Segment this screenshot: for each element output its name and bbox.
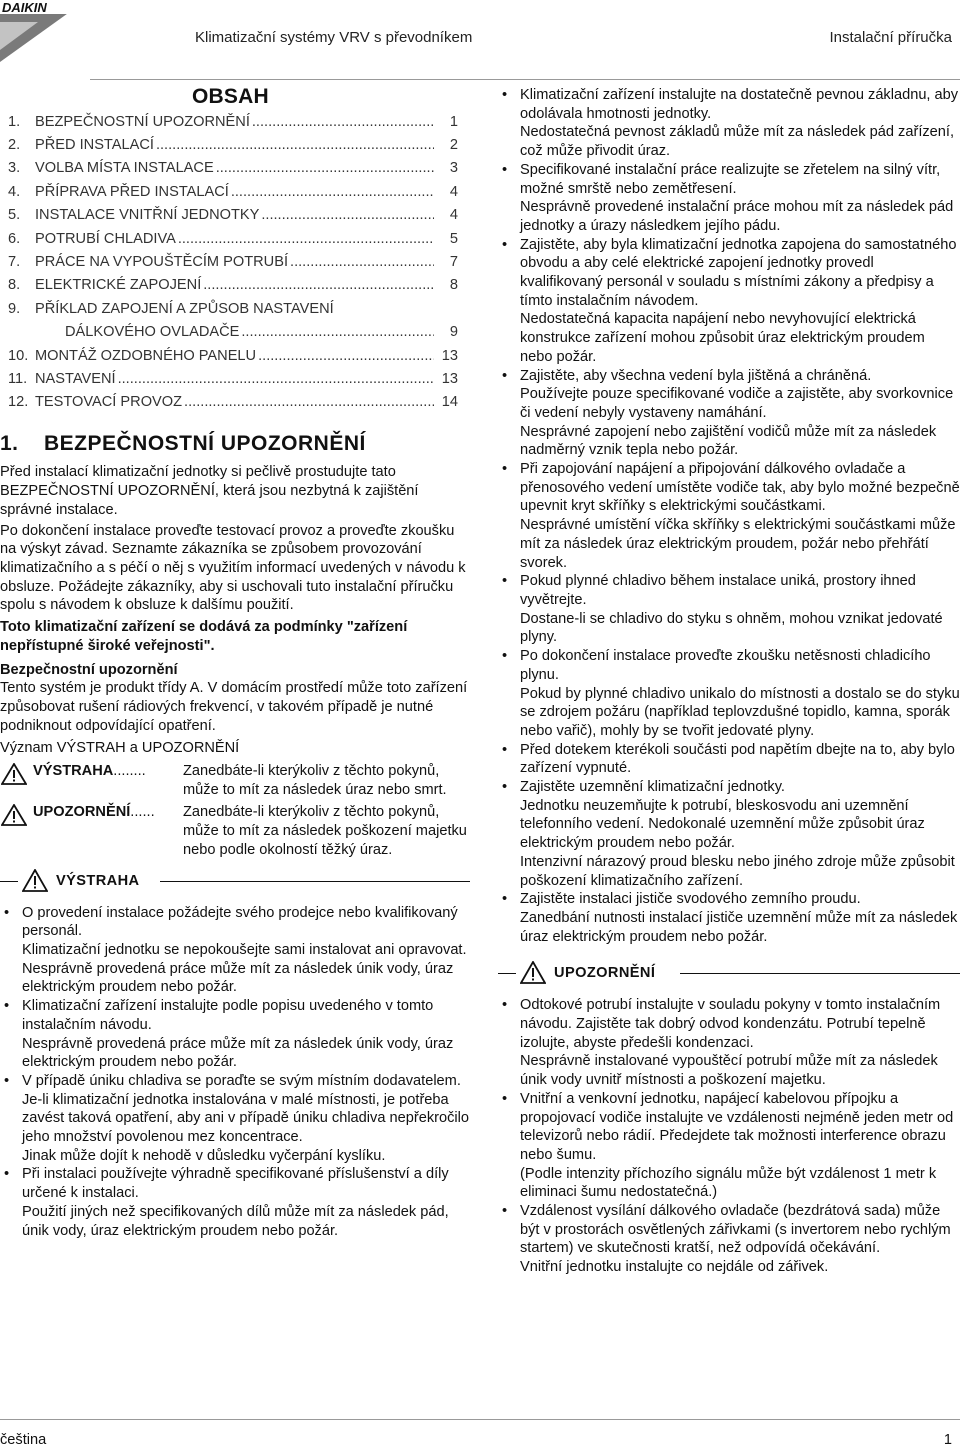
toc-label: BEZPEČNOSTNÍ UPOZORNĚNÍ [35, 113, 250, 130]
daikin-logo [0, 0, 78, 62]
toc-label: DÁLKOVÉHO OVLADAČE [65, 324, 240, 341]
table-of-contents [0, 113, 470, 417]
left-column [0, 86, 470, 1240]
list-item-text: Zajistěte instalaci jističe svodového zemního proudu. Zanedbání nutnosti instalací jističe uzemnění může mít za následek úraz elektrickým proudem nebo požár. [520, 891, 958, 945]
bullet-icon: • [502, 367, 508, 384]
toc-entry[interactable] [0, 136, 470, 159]
definition-text: Zanedbáte-li kterýkoliv z těchto pokynů, může to mít za následek úraz nebo smrt. [183, 763, 447, 798]
toc-label: PŘÍKLAD ZAPOJENÍ A ZPŮSOB NASTAVENÍ [35, 300, 334, 317]
list-item [498, 778, 960, 890]
toc-page: 5 [449, 230, 458, 247]
list-item-text: Odtokové potrubí instalujte v souladu pokyny v tomto instalačním návodu. Zajistěte tak dobrý odvod kondenzátu. Potrubí tepelně izolujte, abyste předešli kondenzaci. Nesprávně instalované vypouštěcí potrubí může mít za následek únik vody uvnitř místnosti a poškození majetku. [520, 997, 941, 1089]
bullet-icon: • [4, 1166, 10, 1183]
caution-box-heading [498, 960, 960, 988]
toc-number: 2. [8, 137, 21, 154]
bullet-icon: • [502, 1090, 508, 1107]
definition-text: Zanedbáte-li kterýkoliv z těchto pokynů, může to mít za následek poškození majetku nebo podle okolností těžký úraz. [183, 804, 467, 858]
toc-entry[interactable] [0, 113, 470, 136]
testing-paragraph: Po dokončení instalace proveďte testovací provoz a proveďte zkoušku na výskyt závad. Seznamte zákazníka se způsobem provozování klimatizačního a s péčí o něj s využitím informací uvedených v návodu k obsluze. Požádejte zákazníky, aby si uschovali tuto instalační příručku spolu s návodem k obsluze k dalšímu použití. [0, 522, 466, 614]
list-item [498, 890, 960, 946]
toc-entry[interactable] [0, 276, 470, 299]
list-item-text: Klimatizační zařízení instalujte na dostatečně pevnou základnu, aby odolávala hmotnosti jednotky. Nedostatečná pevnost základů může mít za následek pád zařízení, což může přivodit úraz. [520, 87, 959, 160]
toc-page: 4 [449, 207, 458, 224]
toc-entry[interactable] [0, 206, 470, 229]
bullet-icon: • [502, 997, 508, 1014]
toc-label: MONTÁŽ OZDOBNÉHO PANELU [35, 347, 257, 364]
list-item-text: Po dokončení instalace proveďte zkoušku netěsnosti chladicího plynu. Pokud by plynné chladivo unikalo do místnosti a dostalo se do styku se zdrojem požáru (například teplovzdušné topidlo, kamna, sporák nebo vařič), mohly by se tvořit jedovaté plyny. [520, 648, 960, 739]
rule-line [0, 881, 18, 882]
warning-triangle-icon [1, 763, 27, 785]
toc-number: 4. [8, 183, 21, 200]
toc-number: 6. [8, 230, 21, 247]
toc-entry[interactable] [0, 300, 470, 323]
section-title: BEZPEČNOSTNÍ UPOZORNĚNÍ [44, 431, 366, 455]
toc-label: PŘÍPRAVA PŘED INSTALACÍ [35, 183, 229, 200]
list-item [0, 997, 470, 1072]
caution-list [498, 996, 960, 1277]
toc-entry[interactable] [0, 183, 470, 206]
bullet-icon: • [502, 236, 508, 253]
toc-number: 5. [8, 207, 21, 224]
warning-list-right [498, 86, 960, 946]
caution-triangle-icon [1, 804, 27, 826]
toc-leader [231, 183, 434, 202]
toc-label: TESTOVACÍ PROVOZ [35, 394, 183, 411]
bullet-icon: • [502, 891, 508, 908]
bullet-icon: • [502, 87, 508, 103]
toc-label: INSTALACE VNITŘNÍ JEDNOTKY [35, 207, 260, 224]
toc-page: 8 [449, 277, 458, 294]
meaning-heading: Význam VÝSTRAH a UPOZORNĚNÍ [0, 740, 240, 757]
toc-label: NASTAVENÍ [35, 371, 116, 387]
manual-type: Instalační příručka [829, 29, 952, 46]
toc-page: 9 [449, 324, 458, 341]
toc-number: 10. [8, 347, 29, 364]
warning-box-heading [0, 868, 470, 896]
toc-label: VOLBA MÍSTA INSTALACE [35, 160, 214, 177]
bullet-icon: • [502, 779, 508, 796]
list-item-text: Klimatizační zařízení instalujte podle popisu uvedeného v tomto instalačním návodu. Nesprávně provedená práce může mít za následek únik vody, úraz elektrickým proudem nebo požár. [22, 998, 454, 1071]
intro-paragraph: Před instalací klimatizační jednotky si pečlivě prostudujte tato BEZPEČNOSTNÍ UPOZORNĚNÍ, která jsou nezbytná k zajištění správné instalace. [0, 464, 419, 518]
section-heading [0, 431, 470, 455]
list-item-text: Zajistěte, aby byla klimatizační jednotka zapojena do samostatného obvodu a aby celé elektrické zapojení jednotky provedl kvalifikovaný personál v souladu s místními zákony a předpisy a tímto instalačním návodem. Nedostatečná kapacita napájení nebo nevyhovující elektrická konstrukce zařízení mohou způsobit úraz elektrickým proudem nebo požár. [520, 236, 957, 365]
toc-page: 7 [449, 254, 458, 271]
toc-entry[interactable] [0, 370, 470, 393]
document-title: Klimatizační systémy VRV s převodníkem [195, 29, 473, 46]
list-item [498, 647, 960, 741]
warning-list-left [0, 904, 470, 1241]
list-item-text: Zajistěte, aby všechna vedení byla jištěná a chráněná. Používejte pouze specifikované vodiče a zajistěte, aby svorkovnice či vedení nebyly vystaveny namáhání. Nesprávné zapojení nebo zajištění vodičů může mít za následek nadměrný vznik tepla nebo požár. [520, 367, 954, 459]
toc-leader [290, 253, 434, 272]
caution-box-label: UPOZORNĚNÍ [554, 965, 656, 982]
list-item [498, 460, 960, 572]
toc-page: 14 [441, 394, 458, 411]
toc-page: 1 [449, 113, 458, 130]
toc-number: 1. [8, 113, 21, 130]
list-item [498, 741, 960, 778]
warning-box-label: VÝSTRAHA [56, 872, 140, 889]
list-item-text: Při zapojování napájení a připojování dálkového ovladače a přenosového vedení umístěte vodiče tak, aby bylo možné bezpečně upevnit kryt skříňky s elektrickými součástkami. Nesprávné umístění víčka skříňky s elektrickými součástkami může mít za následek úraz elektrickým proudem, požár nebo přehřátí svorek. [520, 461, 960, 571]
definition-label: VÝSTRAHA [33, 763, 114, 780]
toc-label: ELEKTRICKÉ ZAPOJENÍ [35, 277, 202, 294]
restricted-access-note: Toto klimatizační zařízení se dodává za podmínky "zařízení nepřístupné široké veřejnosti". [0, 619, 408, 654]
toc-leader [261, 206, 434, 225]
toc-page: 13 [441, 371, 458, 387]
footer-language: čeština [0, 1432, 47, 1447]
rule-line [160, 881, 470, 882]
toc-label: PRÁCE NA VYPOUŠTĚCÍM POTRUBÍ [35, 254, 289, 271]
toc-leader [252, 113, 434, 132]
list-item-text: O provedení instalace požádejte svého prodejce nebo kvalifikovaný personál. Klimatizační jednotku se nepokoušejte sami instalovat ani opravovat. Nesprávně provedená práce může mít za následek únik vody, úraz elektrickým proudem nebo požár. [22, 904, 467, 996]
list-item-text: V případě úniku chladiva se poraďte se svým místním dodavatelem. Je-li klimatizační jednotka instalována v malé místnosti, je potřeba zavést taková opatření, aby ani v případě úniku chladiva nepřekročilo jeho množství povolenou mez koncentrace. Jinak může dojít k nehodě v důsledku vyčerpání kyslíku. [22, 1072, 469, 1164]
list-item [0, 1072, 470, 1166]
rule-line [680, 973, 960, 974]
header-divider [90, 79, 960, 80]
caution-triangle-icon [520, 961, 546, 984]
toc-entry[interactable] [0, 253, 470, 276]
toc-leader [156, 136, 434, 155]
toc-page: 2 [449, 137, 458, 154]
list-item-text: Vnitřní a venkovní jednotku, napájecí kabelovou přípojku a propojovací vodiče instalujte ve vzdálenosti nejméně jeden metr od televizorů nebo rádií. Předejdete tak možnosti interference obrazu nebo šumu. (Podle intenzity příchozího signálu může být vzdálenost 1 metr k eliminaci šumu nedostatečná.) [520, 1090, 954, 1201]
toc-leader [203, 276, 434, 295]
bullet-icon: • [4, 998, 10, 1015]
definition-leader: ........ [113, 763, 146, 780]
list-item [498, 572, 960, 647]
toc-number: 9. [8, 300, 21, 317]
list-item-text: Pokud plynné chladivo během instalace uniká, prostory ihned vyvětrejte. Dostane-li se chladivo do styku s ohněm, mohou vznikat jedovaté plyny. [520, 573, 943, 646]
toc-label: POTRUBÍ CHLADIVA [35, 230, 176, 247]
page-header [0, 0, 960, 80]
toc-number: 7. [8, 254, 21, 271]
list-item-text: Před dotekem kterékoli součásti pod napětím dbejte na to, aby bylo zařízení vypnuté. [520, 741, 955, 777]
bullet-icon: • [4, 1072, 10, 1089]
list-item [498, 161, 960, 236]
toc-number: 11. [8, 371, 28, 387]
right-column [498, 86, 960, 1277]
list-item [498, 1202, 960, 1277]
toc-leader [258, 347, 434, 366]
toc-label: PŘED INSTALACÍ [35, 137, 154, 154]
list-item-text: Při instalaci používejte výhradně specifikované příslušenství a díly určené k instalaci. Použití jiných než specifikovaných dílů může mít za následek pád, únik vody, úraz elektrickým proudem nebo požár. [22, 1166, 449, 1239]
definition-caution [0, 803, 470, 859]
list-item [0, 904, 470, 998]
toc-entry[interactable] [0, 159, 470, 182]
toc-leader [118, 370, 434, 389]
bullet-icon: • [502, 741, 508, 758]
toc-number: 12. [8, 394, 29, 411]
list-item-text: Specifikované instalační práce realizujte se zřetelem na silný vítr, možné smrště nebo zemětřesení. Nesprávně provedené instalační práce mohou mít za následek pád jednotky a úrazy následkem jejího pádu. [520, 161, 954, 234]
list-item [498, 996, 960, 1090]
toc-page: 3 [449, 160, 458, 177]
definition-warning [0, 762, 470, 799]
warning-triangle-icon [22, 869, 48, 892]
bullet-icon: • [4, 904, 10, 921]
toc-leader [178, 230, 434, 249]
toc-number: 8. [8, 277, 21, 294]
list-item [498, 86, 960, 161]
bullet-icon: • [502, 1203, 508, 1220]
toc-page: 4 [449, 183, 458, 200]
toc-entry[interactable] [0, 347, 470, 370]
logo-text: DAIKIN [2, 0, 47, 15]
list-item [498, 236, 960, 367]
class-a-paragraph: Tento systém je produkt třídy A. V domácím prostředí může toto zařízení způsobovat rušení rádiových frekvencí, v takovém případě je nutné podniknout odpovídající opatření. [0, 680, 468, 734]
bullet-icon: • [502, 461, 508, 478]
footer-divider [0, 1419, 960, 1420]
list-item-text: Vzdálenost vysílání dálkového ovladače (bezdrátová sada) může být v prostorách osvětlených zářivkami (s invertorem nebo rychlým startem) ve skutečnosti kratší, než odpovídá očekávání. Vnitřní jednotku instalujte co nejdále od zářivek. [520, 1203, 951, 1276]
toc-leader [216, 159, 434, 178]
bullet-icon: • [502, 161, 508, 178]
rule-line [498, 973, 516, 974]
page-number: 1 [943, 1432, 952, 1447]
section-number: 1. [0, 431, 19, 455]
definition-leader: ...... [130, 804, 155, 821]
list-item [0, 1165, 470, 1240]
bullet-icon: • [502, 648, 508, 665]
toc-entry-continuation[interactable] [0, 323, 470, 346]
list-item-text: Zajistěte uzemnění klimatizační jednotky. Jednotku neuzemňujte k potrubí, bleskosvodu ani uzemnění telefonního vedení. Nedokonalé uzemnění může způsobit úraz elektrickým proudem nebo požár. Intenzivní nárazový proud blesku nebo jiného zdroje může způsobit poškození klimatizačního zařízení. [520, 779, 955, 889]
safety-subheading: Bezpečnostní upozornění [0, 661, 178, 678]
toc-leader [184, 393, 434, 412]
toc-number: 3. [8, 160, 21, 177]
toc-page: 13 [441, 347, 458, 364]
toc-leader [241, 323, 434, 342]
toc-title: OBSAH [192, 85, 269, 108]
list-item [498, 1090, 960, 1202]
bullet-icon: • [502, 573, 508, 590]
list-item [498, 367, 960, 461]
definition-label: UPOZORNĚNÍ [33, 804, 131, 821]
toc-entry[interactable] [0, 393, 470, 416]
toc-entry[interactable] [0, 230, 470, 253]
